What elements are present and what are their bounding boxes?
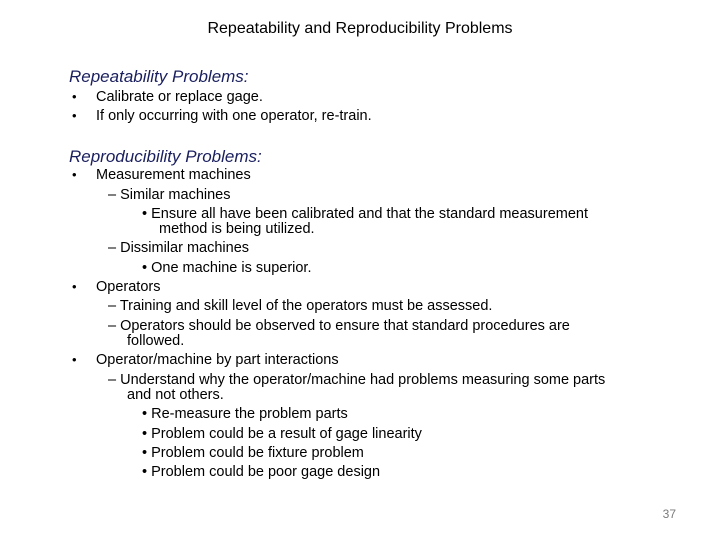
- list-item: • Problem could be poor gage design: [142, 464, 381, 480]
- list-item: method is being utilized.: [159, 221, 315, 237]
- list-item: Operators: [96, 279, 161, 295]
- bullet-glyph: •: [72, 279, 77, 294]
- repeatability-item: If only occurring with one operator, re-train.: [96, 108, 372, 124]
- bullet-glyph: •: [72, 167, 77, 182]
- list-item: Measurement machines: [96, 167, 251, 183]
- list-item: and not others.: [127, 387, 224, 403]
- list-item: • Re-measure the problem parts: [142, 406, 348, 422]
- list-item: followed.: [127, 333, 185, 349]
- list-item: • One machine is superior.: [142, 260, 312, 276]
- list-item: – Training and skill level of the operators must be assessed.: [108, 298, 493, 314]
- bullet-glyph: •: [72, 108, 77, 123]
- repeatability-item: Calibrate or replace gage.: [96, 89, 263, 105]
- list-item: • Problem could be a result of gage linearity: [142, 426, 422, 442]
- list-item: • Problem could be fixture problem: [142, 445, 364, 461]
- bullet-glyph: •: [72, 352, 77, 367]
- reproducibility-heading: Reproducibility Problems:: [69, 147, 262, 166]
- list-item: – Operators should be observed to ensure that standard procedures are: [108, 318, 570, 334]
- list-item: Operator/machine by part interactions: [96, 352, 339, 368]
- list-item: – Understand why the operator/machine had problems measuring some parts: [108, 372, 606, 388]
- list-item: – Similar machines: [108, 187, 231, 203]
- page-title: Repeatability and Reproducibility Problems: [207, 20, 513, 37]
- page-number: 37: [662, 507, 676, 521]
- bullet-glyph: •: [72, 89, 77, 104]
- repeatability-heading: Repeatability Problems:: [69, 67, 249, 86]
- list-item: • Ensure all have been calibrated and that the standard measurement: [142, 206, 588, 222]
- list-item: – Dissimilar machines: [108, 240, 250, 256]
